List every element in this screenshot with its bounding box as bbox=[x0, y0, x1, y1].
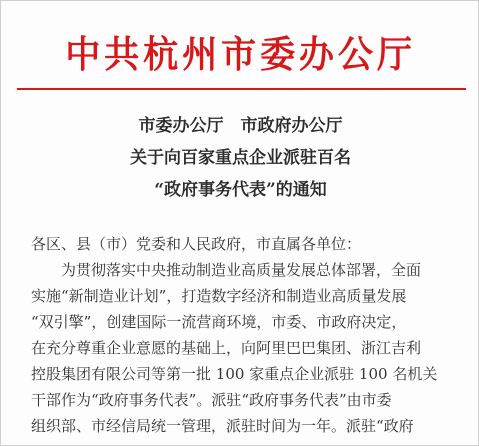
body-line: 干部作为“政府事务代表”。派驻“政府事务代表”由市委 bbox=[31, 391, 392, 409]
body-line: 组织部、市经信局统一管理，派驻时间为一年。派驻“政府 bbox=[31, 417, 414, 435]
body-line: “双引擎”，创建国际一流营商环境，市委、市政府决定， bbox=[31, 313, 407, 331]
salutation: 各区、县（市）党委和人民政府，市直属各单位： bbox=[31, 235, 362, 253]
body-line: 在充分尊重企业意愿的基础上，向阿里巴巴集团、浙江吉利 bbox=[31, 339, 422, 357]
title-line: 关于向百家重点企业派驻百名 bbox=[130, 148, 351, 168]
title-line: 市委办公厅 市政府办公厅 bbox=[138, 116, 343, 136]
body-line: 实施“新制造业计划”，打造数字经济和制造业高质量发展 bbox=[31, 287, 407, 305]
body-line: 控股集团有限公司等第一批 100 家重点企业派驻 100 名机关 bbox=[31, 365, 438, 383]
notice-title bbox=[1, 110, 479, 206]
notice-body bbox=[31, 231, 466, 439]
title-line: “政府事务代表”的通知 bbox=[154, 180, 327, 200]
document-header bbox=[1, 28, 479, 80]
body-line: 为贯彻落实中央推动制造业高质量发展总体部署，全面 bbox=[31, 261, 422, 279]
red-separator-line bbox=[17, 88, 466, 90]
issuer-title: 中共杭州市委办公厅 bbox=[65, 32, 416, 76]
